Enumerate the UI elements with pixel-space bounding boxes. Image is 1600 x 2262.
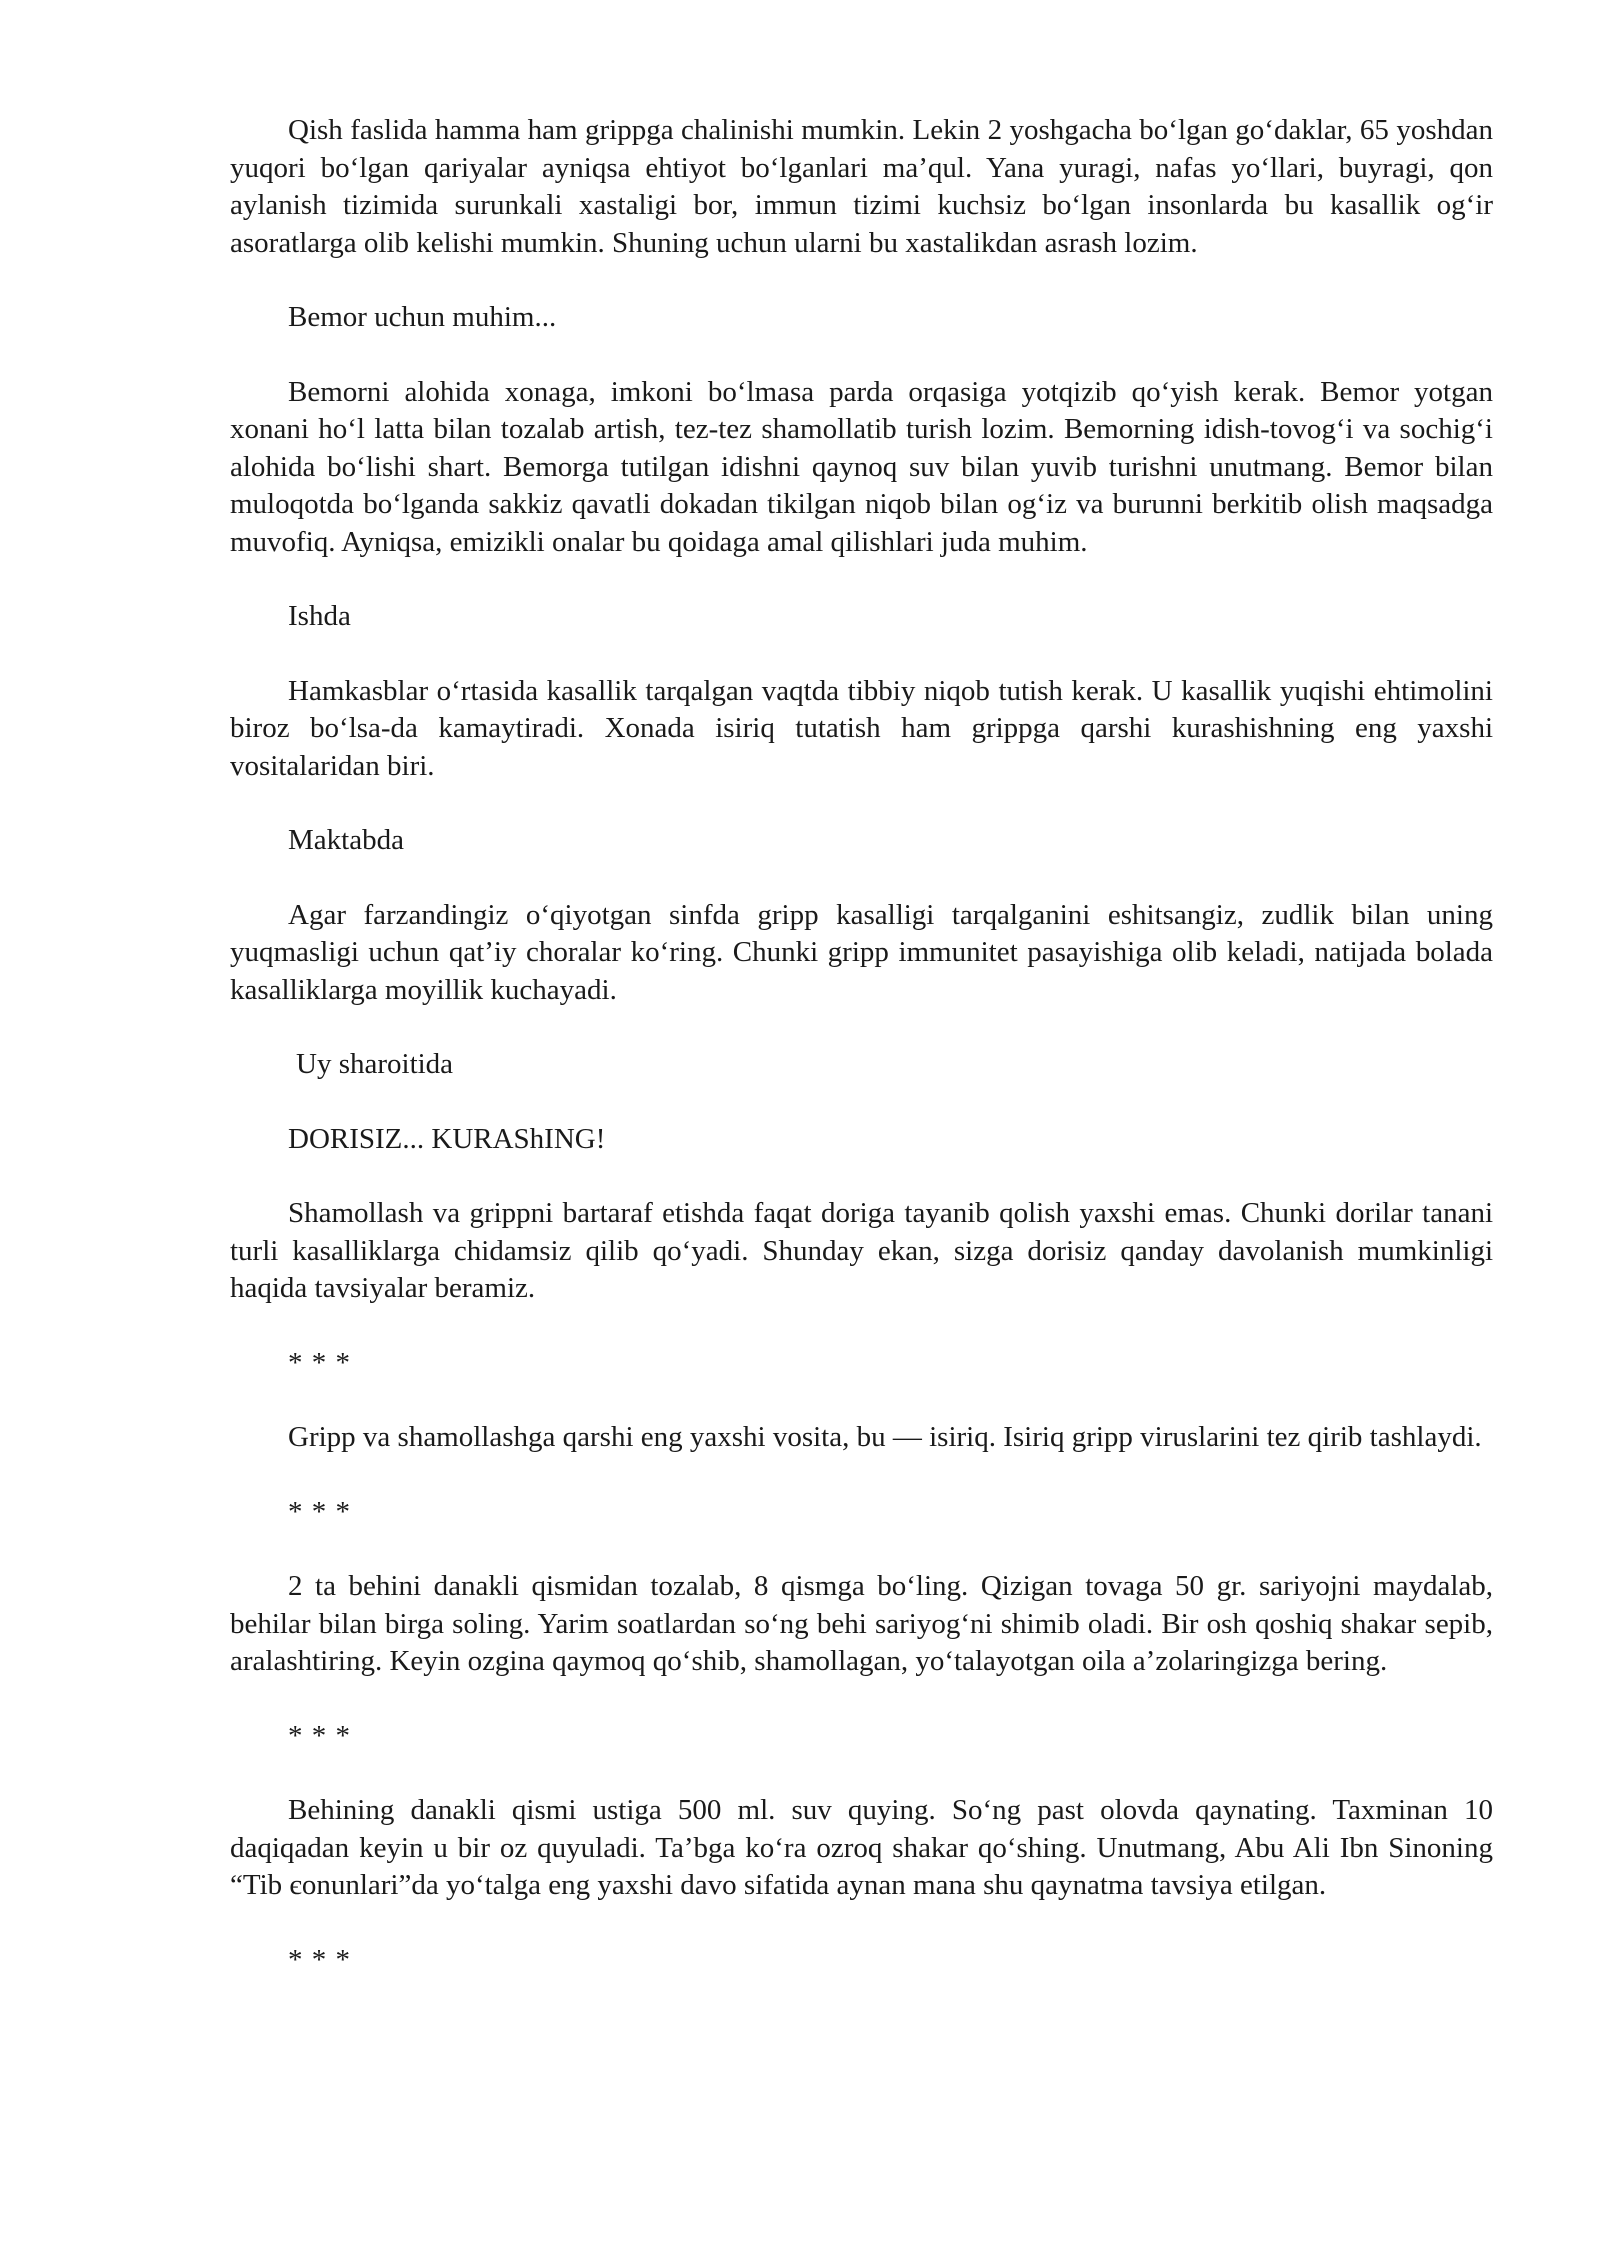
section-separator: * * *	[288, 1943, 351, 1976]
paragraph-work: Hamkasblar o‘rtasida kasallik tarqalgan vaqtda tibbiy niqob tutish kerak. U kasallik yuqishi ehtimolini biroz bo‘lsa-da kamaytiradi. Xonada isiriq tutatish ham grippga qarshi kurashishning eng yaxshi vositalaridan biri.	[230, 674, 1493, 782]
subheading-work: Ishda	[288, 600, 351, 632]
section-separator: * * *	[288, 1719, 351, 1752]
paragraph-quince-decoction: Behining danakli qismi ustiga 500 ml. suv quying. So‘ng past olovda qaynating. Taxminan 10 daqiqadan keyin u bir oz quyuladi. Ta’bga ko‘ra ozroq shakar qo‘shing. Unutmang, Abu Ali Ibn Sinoning “Tib єonunlari”da yo‘talga eng yaxshi davo sifatida aynan mana shu qaynatma tavsiya etilgan.	[230, 1794, 1493, 1901]
subheading-home: Uy sharoitida	[296, 1048, 454, 1080]
section-separator: * * *	[288, 1495, 351, 1528]
paragraph-quince-recipe: 2 ta behini danakli qismidan tozalab, 8 qismga bo‘ling. Qizigan tovaga 50 gr. sariyojni maydalab, behilar bilan birga soling. Yarim soatlardan so‘ng behi sariyog‘ni shimib oladi. Bir osh qoshiq shakar sepib, aralashtiring. Keyin ozgina qaymoq qo‘shib, shamollagan, yo‘talayotgan oila a’zolaringizga bering.	[230, 1570, 1493, 1677]
paragraph-patient-care: Bemorni alohida xonaga, imkoni bo‘lmasa parda orqasiga yotqizib qo‘yish kerak. Bemor yotgan xonani ho‘l latta bilan tozalab artish, tez-tez shamollatib turish lozim. Bemorning idish-tovog‘i va sochig‘i alohida bo‘lishi shart. Bemorga tutilgan idishni qaynoq suv bilan yuvib turishni unutmang. Bemor bilan muloqotda bo‘lganda sakkiz qavatli dokadan tikilgan niqob bilan og‘iz va burunni berkitib olish maqsadga muvofiq. Ayniqsa, emizikli onalar bu qoidaga amal qilishlari juda muhim.	[230, 375, 1493, 558]
document-body	[230, 112, 1493, 2016]
subheading-without-medicine: DORISIZ... KURAShING!	[288, 1122, 606, 1155]
paragraph-school: Agar farzandingiz o‘qiyotgan sinfda gripp kasalligi tarqalganini eshitsangiz, zudlik bilan uning yuqmasligi uchun qat’iy choralar ko‘ring. Chunki gripp immunitet pasayishiga olib keladi, natijada bolada kasalliklarga moyillik kuchayadi.	[230, 898, 1493, 1006]
section-separator: * * *	[288, 1346, 351, 1379]
subheading-school: Maktabda	[288, 824, 404, 856]
paragraph-isiriq: Gripp va shamollashga qarshi eng yaxshi vosita, bu — isiriq. Isiriq gripp viruslarini tez qirib tashlaydi.	[288, 1421, 1482, 1453]
subheading-patient: Bemor uchun muhim...	[288, 301, 557, 333]
paragraph-intro: Qish faslida hamma ham grippga chalinishi mumkin. Lekin 2 yoshgacha bo‘lgan go‘daklar, 65 yoshdan yuqori bo‘lgan qariyalar ayniqsa ehtiyot bo‘lganlari ma’qul. Yana yuragi, nafas yo‘llari, buyragi, qon aylanish tizimida surunkali xastaligi bor, immun tizimi kuchsiz bo‘lgan insonlarda bu kasallik og‘ir asoratlarga olib kelishi mumkin. Shuning uchun ularni bu xastalikdan asrash lozim.	[230, 114, 1493, 259]
paragraph-without-medicine: Shamollash va grippni bartaraf etishda faqat doriga tayanib qolish yaxshi emas. Chunki dorilar tanani turli kasalliklarga chidamsiz qilib qo‘yadi. Shunday ekan, sizga dorisiz qanday davolanish mumkinligi haqida tavsiyalar beramiz.	[230, 1197, 1493, 1304]
